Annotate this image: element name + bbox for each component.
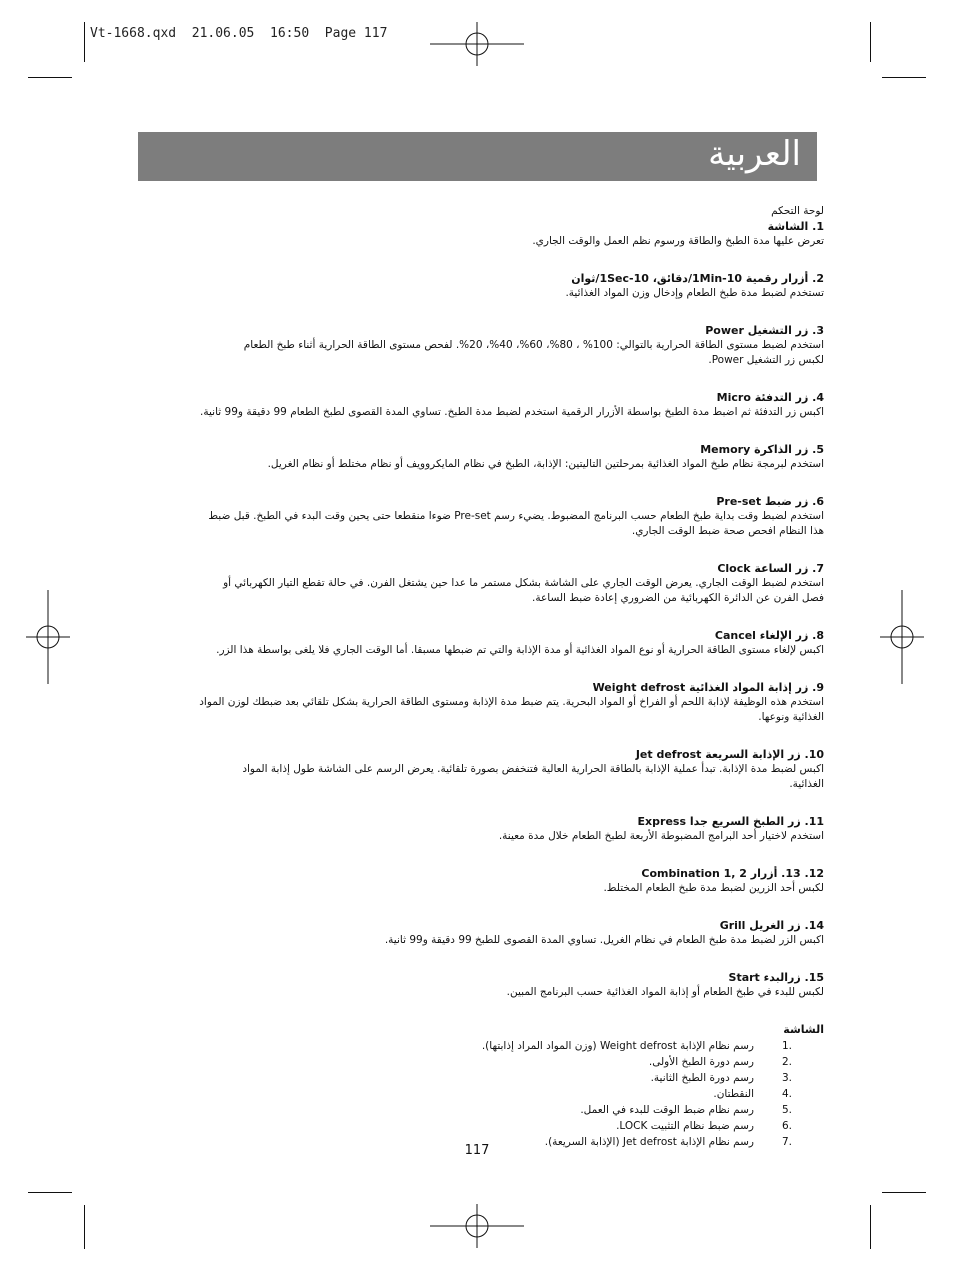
section-text: اكبس لضبط مدة الإذابة. تبدأ عملية الإذابة بالطاقة الحرارية العالية فتنخفض بصورة تلقائية. يعرض الرسم على الشاشة طول إذابة المواد [242,763,824,775]
crop-mark [28,77,72,78]
section-heading: 11. زر الطبخ السريع جدا Express [637,815,824,828]
display-heading: 1. الشاشة [767,220,824,233]
crop-mark [870,1205,871,1249]
registration-mark-bottom [430,1204,524,1248]
section-heading: 7. زر الساعة Clock [717,562,824,575]
registration-mark-right [880,590,924,684]
display-icons-title: الشاشة [783,1023,824,1036]
crop-mark [84,1205,85,1249]
section-heading: 6. زر ضبط Pre-set [716,495,824,508]
control-panel-heading: لوحة التحكم [771,205,824,217]
section-heading: 3. زر التشغيل Power [705,324,824,337]
crop-mark [870,22,871,62]
section-heading: 15. زرالبدء Start [728,971,824,984]
section-text: اكبس لإلغاء مستوى الطاقة الحرارية أو نوع المواد الغذائية أو مدة الإذابة والتي تم ضبطها مسبقا. أما الوقت الجاري فلا يلغى بواسطة هذا الزر. [216,644,824,656]
section-text: لكبس للبدء في طبخ الطعام أو إذابة المواد الغذائية حسب البرنامج المبين. [506,986,824,998]
section-text: استخدم لبرمجة نظام طبخ المواد الغذائية بمرحلتين التاليتين: الإذابة، الطبخ في نظام المايكروويف أو نظام مختلط أو نظام الغريل. [267,458,824,470]
section-heading: 8. زر الإلغاء Cancel [714,629,824,642]
list-item [144,1071,824,1087]
display-description: تعرض عليها مدة الطبخ والطاقة ورسوم نظم العمل والوقت الجاري. [532,235,824,247]
section-text: هذا النظام افحص صحة ضبط الوقت الجاري. [631,525,824,537]
section-heading: 10. زر الإذابة السريعة Jet defrost [635,748,824,761]
crop-mark [882,1192,926,1193]
control-section [144,814,824,844]
section-text: الغذائية ونوعها. [758,711,824,723]
control-sections [144,271,824,1000]
section-text: استخدم هذه الوظيفة لإذابة اللحم أو الفراخ أو المواد البحرية. يتم ضبط مدة الإذابة ومستوى الطاقة الحرارية بشكل تلقائي بعد ضبطك لوزن المواد [199,696,824,708]
print-slug: Vt-1668.qxd 21.06.05 16:50 Page 117 [90,26,388,41]
control-section [144,271,824,301]
crop-mark [882,77,926,78]
list-item-text: رسم نظام ضبط الوقت للبدء في العمل. [580,1104,754,1116]
list-item [144,1087,824,1103]
section-heading: 4. زر التدفئة Micro [716,391,824,404]
control-section [144,628,824,658]
list-item-number: 2. [781,1056,792,1068]
section-text: استخدم لاختيار أحد البرامج المضبوطة الأربعة لطبخ الطعام خلال مدة معينة. [498,830,824,842]
control-section [144,390,824,420]
section-heading: 5. زر الذاكرة Memory [700,443,824,456]
list-item-number: 4. [781,1088,792,1100]
crop-mark [28,1192,72,1193]
list-item-number: 3. [781,1072,792,1084]
section-text: تستخدم لضبط مدة طبخ الطعام وإدخال وزن المواد الغذائية. [565,287,824,299]
control-section [144,918,824,948]
section-text: اكبس زر التدفئة ثم اضبط مدة الطبخ بواسطة الأزرار الرقمية استخدم لضبط مدة الطبخ. تساوي المدة القصوى لطبخ الطعام 99 دقيقة و99 ثانية. [200,406,824,418]
display-icons-list [144,1039,824,1151]
list-item-number: 6. [781,1120,792,1132]
control-section [144,442,824,472]
language-banner [138,132,817,181]
banner-title: العربية [708,134,801,174]
section-text: استخدم لضبط وقت بداية طبخ الطعام حسب البرنامج المضبوط. يضيء رسم Pre-set ضوءا منقطعا حتى يحين وقت البدء في الطبخ. قبل ضبط [208,510,824,522]
page-number: 117 [464,1143,490,1158]
list-item [144,1119,824,1135]
control-section [144,866,824,896]
list-item-number: 7. [781,1136,792,1148]
section-text: لكبس زر التشغيل Power. [708,354,824,366]
section-text: الغذائية. [789,778,824,790]
section-heading: 2. أزرار رقمية 10-1Min/دقائق، 10-1Sec/ثوان [571,272,824,285]
control-section [144,494,824,539]
list-item [144,1055,824,1071]
list-item-text: النقطتان. [713,1088,754,1100]
list-item-text: رسم نظام الإذابة Jet defrost (الإذابة السريعة). [544,1136,754,1148]
section-heading: 12. 13. أزرار Combination 1, 2 [641,867,824,880]
list-item-text: رسم نظام الإذابة Weight defrost (وزن المواد المراد إذابتها). [481,1040,754,1052]
section-text: لكبس أحد الزرين لضبط مدة طبخ الطعام المختلط. [603,882,824,894]
list-item-text: رسم دورة الطبخ الثانية. [650,1072,754,1084]
control-section [144,680,824,725]
list-item [144,1039,824,1055]
section-text: اكبس الزر لضبط مدة طبخ الطعام في نظام الغريل. تساوي المدة القصوى للطبخ 99 دقيقة و99 ثانية. [384,934,824,946]
control-section [144,561,824,606]
registration-mark-left [26,590,70,684]
control-section [144,970,824,1000]
list-item [144,1103,824,1119]
section-heading: 9. زر إذابة المواد الغذائية Weight defrost [592,681,824,694]
crop-mark [84,22,85,62]
registration-mark-top [430,22,524,66]
list-item-text: رسم دورة الطبخ الأولى. [648,1056,754,1068]
control-section [144,323,824,368]
list-item-text: رسم ضبط نظام التثبيت LOCK. [616,1120,754,1132]
list-item-number: 5. [781,1104,792,1116]
section-text: استخدم لضبط مستوى الطاقة الحرارية بالتوالي: 100% ، 80%، 60%، 40%، 20%. لفحص مستوى الطاقة الحرارية أثناء طبخ الطعام [243,339,824,351]
control-section [144,747,824,792]
list-item-number: 1. [781,1040,792,1052]
manual-content [144,204,824,1151]
section-text: استخدم لضبط الوقت الجاري. يعرض الوقت الجاري على الشاشة بشكل مستمر ما عدا حين يشتغل الفرن. في حالة تقطع التيار الكهربائي أو [223,577,824,589]
section-heading: 14. زر الغريل Grill [719,919,824,932]
section-text: فصل الفرن عن الدائرة الكهربائية من الضروري إعادة ضبط الساعة. [532,592,824,604]
